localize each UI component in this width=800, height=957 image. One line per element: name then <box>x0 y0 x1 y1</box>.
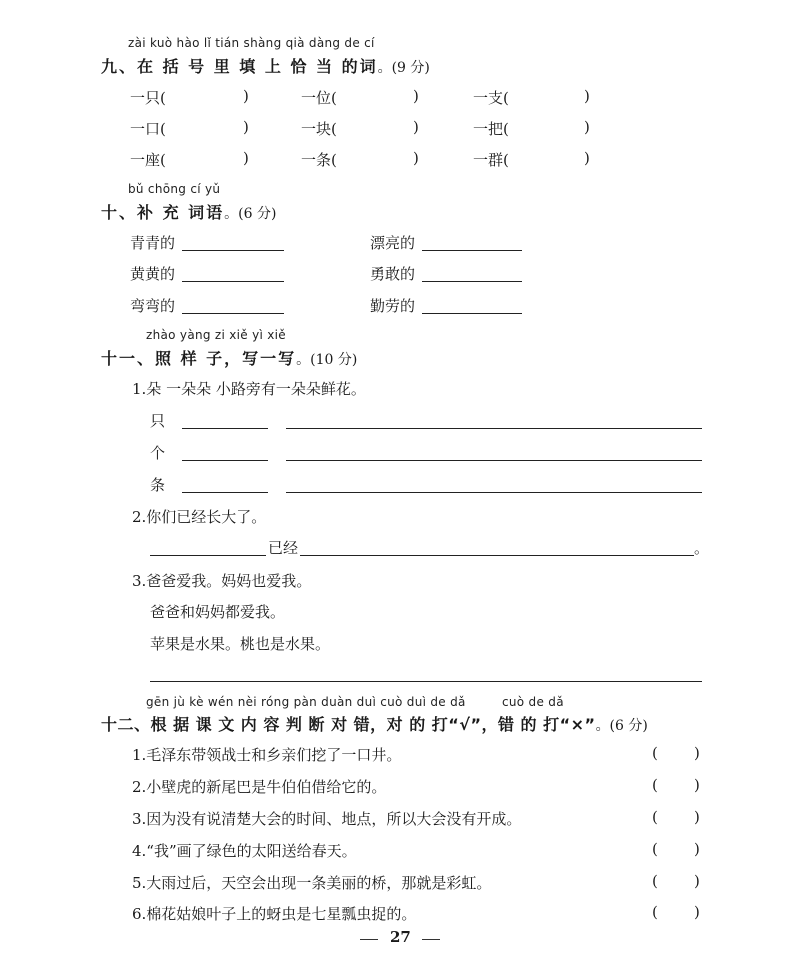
sec10-blank-2[interactable] <box>422 250 522 251</box>
sec9-item-7-close: ) <box>243 149 249 167</box>
sec10-item-5: 弯弯的 <box>130 297 176 315</box>
sec10-item-1: 青青的 <box>130 234 176 252</box>
sec9-item-5-close: ) <box>413 118 419 136</box>
sec11-q2-blank-1[interactable] <box>150 555 266 556</box>
sec11-pinyin: zhào yàng zi xiě yì xiě <box>146 328 286 342</box>
sec10-title <box>101 200 276 223</box>
sec12-item-2-open[interactable]: ( <box>652 776 658 794</box>
sec12-item-1-open[interactable]: ( <box>652 744 658 762</box>
sec11-q2-prompt: 2.你们已经长大了。 <box>132 508 267 526</box>
sec12-item-5-open[interactable]: ( <box>652 872 658 890</box>
sec10-blank-6[interactable] <box>422 313 522 314</box>
sec12-item-5-close: ) <box>694 872 700 890</box>
sec9-item-5: 一块( <box>301 120 337 138</box>
sec9-item-1: 一只( <box>130 89 166 107</box>
sec9-item-3-close: ) <box>584 87 590 105</box>
sec10-title-text: 十、补 充 词语 <box>101 203 225 222</box>
sec12-item-5: 5.大雨过后，天空会出现一条美丽的桥，那就是彩虹。 <box>132 874 492 892</box>
sec11-q1-word-1: 只 <box>150 412 166 430</box>
sec12-item-3-close: ) <box>694 808 700 826</box>
page-number: 27 <box>390 928 411 946</box>
sec9-item-8: 一条( <box>301 151 337 169</box>
sec11-q1-blank-3b[interactable] <box>286 492 702 493</box>
sec11-q3-line2: 爸爸和妈妈都爱我。 <box>150 603 286 621</box>
sec9-item-6-close: ) <box>584 118 590 136</box>
sec12-item-4-open[interactable]: ( <box>652 840 658 858</box>
sec11-q1-blank-3a[interactable] <box>182 492 268 493</box>
sec12-title <box>101 712 648 735</box>
sec10-blank-1[interactable] <box>182 250 284 251</box>
sec12-title-text: 十二、根 据 课 文 内 容 判 断 对 错，对 的 打“√”，错 的 打“×” <box>101 715 596 734</box>
sec11-q1-blank-1b[interactable] <box>286 428 702 429</box>
sec11-title-text: 十一、照 样 子，写一写 <box>101 349 297 368</box>
sec12-item-3-open[interactable]: ( <box>652 808 658 826</box>
sec9-score: 。(9 分) <box>377 60 430 76</box>
sec11-q3-line1: 3.爸爸爱我。妈妈也爱我。 <box>132 572 312 590</box>
sec10-blank-5[interactable] <box>182 313 284 314</box>
sec9-item-7: 一座( <box>130 151 166 169</box>
sec9-title <box>101 54 430 77</box>
sec11-q1-word-3: 条 <box>150 476 166 494</box>
page-number-dash-left <box>360 939 378 940</box>
sec10-score: 。(6 分) <box>224 206 277 222</box>
sec12-score: 。(6 分) <box>595 718 648 734</box>
sec12-pinyin-1: gēn jù kè wén nèi róng pàn duàn duì cuò duì de dǎ <box>146 695 466 709</box>
sec10-item-3: 黄黄的 <box>130 265 176 283</box>
sec9-item-9-close: ) <box>584 149 590 167</box>
sec11-score: 。(10 分) <box>296 352 358 368</box>
sec9-title-text: 九、在 括 号 里 填 上 恰 当 的词 <box>101 57 378 76</box>
sec12-pinyin-2: cuò de dǎ <box>502 695 564 709</box>
sec12-item-2: 2.小壁虎的新尾巴是牛伯伯借给它的。 <box>132 778 387 796</box>
page-number-dash-right <box>422 939 440 940</box>
sec12-item-3: 3.因为没有说清楚大会的时间、地点，所以大会没有开成。 <box>132 810 522 828</box>
sec9-pinyin: zài kuò hào lǐ tián shàng qià dàng de cí <box>128 36 375 50</box>
sec10-item-6: 勤劳的 <box>370 297 416 315</box>
sec9-item-2: 一位( <box>301 89 337 107</box>
sec12-item-1-close: ) <box>694 744 700 762</box>
sec9-item-9: 一群( <box>473 151 509 169</box>
sec10-item-2: 漂亮的 <box>370 234 416 252</box>
sec11-q3-line3: 苹果是水果。桃也是水果。 <box>150 635 331 653</box>
sec9-item-4: 一口( <box>130 120 166 138</box>
sec11-q1-word-2: 个 <box>150 444 166 462</box>
sec11-q1-blank-2a[interactable] <box>182 460 268 461</box>
sec10-pinyin: bǔ chōng cí yǔ <box>128 182 221 196</box>
sec12-item-6-open[interactable]: ( <box>652 903 658 921</box>
sec9-item-1-close: ) <box>243 87 249 105</box>
sec12-item-4: 4.“我”画了绿色的太阳送给春天。 <box>132 842 357 860</box>
sec9-item-6: 一把( <box>473 120 509 138</box>
sec9-item-4-close: ) <box>243 118 249 136</box>
sec10-item-4: 勇敢的 <box>370 265 416 283</box>
sec12-item-6: 6.棉花姑娘叶子上的蚜虫是七星瓢虫捉的。 <box>132 905 417 923</box>
sec9-item-2-close: ) <box>413 87 419 105</box>
sec12-item-1: 1.毛泽东带领战士和乡亲们挖了一口井。 <box>132 746 402 764</box>
sec11-title <box>101 346 357 369</box>
sec10-blank-4[interactable] <box>422 281 522 282</box>
sec9-item-3: 一支( <box>473 89 509 107</box>
sec12-item-6-close: ) <box>694 903 700 921</box>
sec11-q1-blank-1a[interactable] <box>182 428 268 429</box>
sec10-blank-3[interactable] <box>182 281 284 282</box>
sec9-item-8-close: ) <box>413 149 419 167</box>
sec11-q2-end: 。 <box>694 539 710 557</box>
sec11-q1-prompt: 1.朵 一朵朵 小路旁有一朵朵鲜花。 <box>132 380 366 398</box>
sec12-item-4-close: ) <box>694 840 700 858</box>
sec11-q1-blank-2b[interactable] <box>286 460 702 461</box>
sec12-item-2-close: ) <box>694 776 700 794</box>
sec11-q3-blank[interactable] <box>150 681 702 682</box>
sec11-q2-blank-2[interactable] <box>300 555 694 556</box>
sec11-q2-mid: 已经 <box>268 539 299 557</box>
